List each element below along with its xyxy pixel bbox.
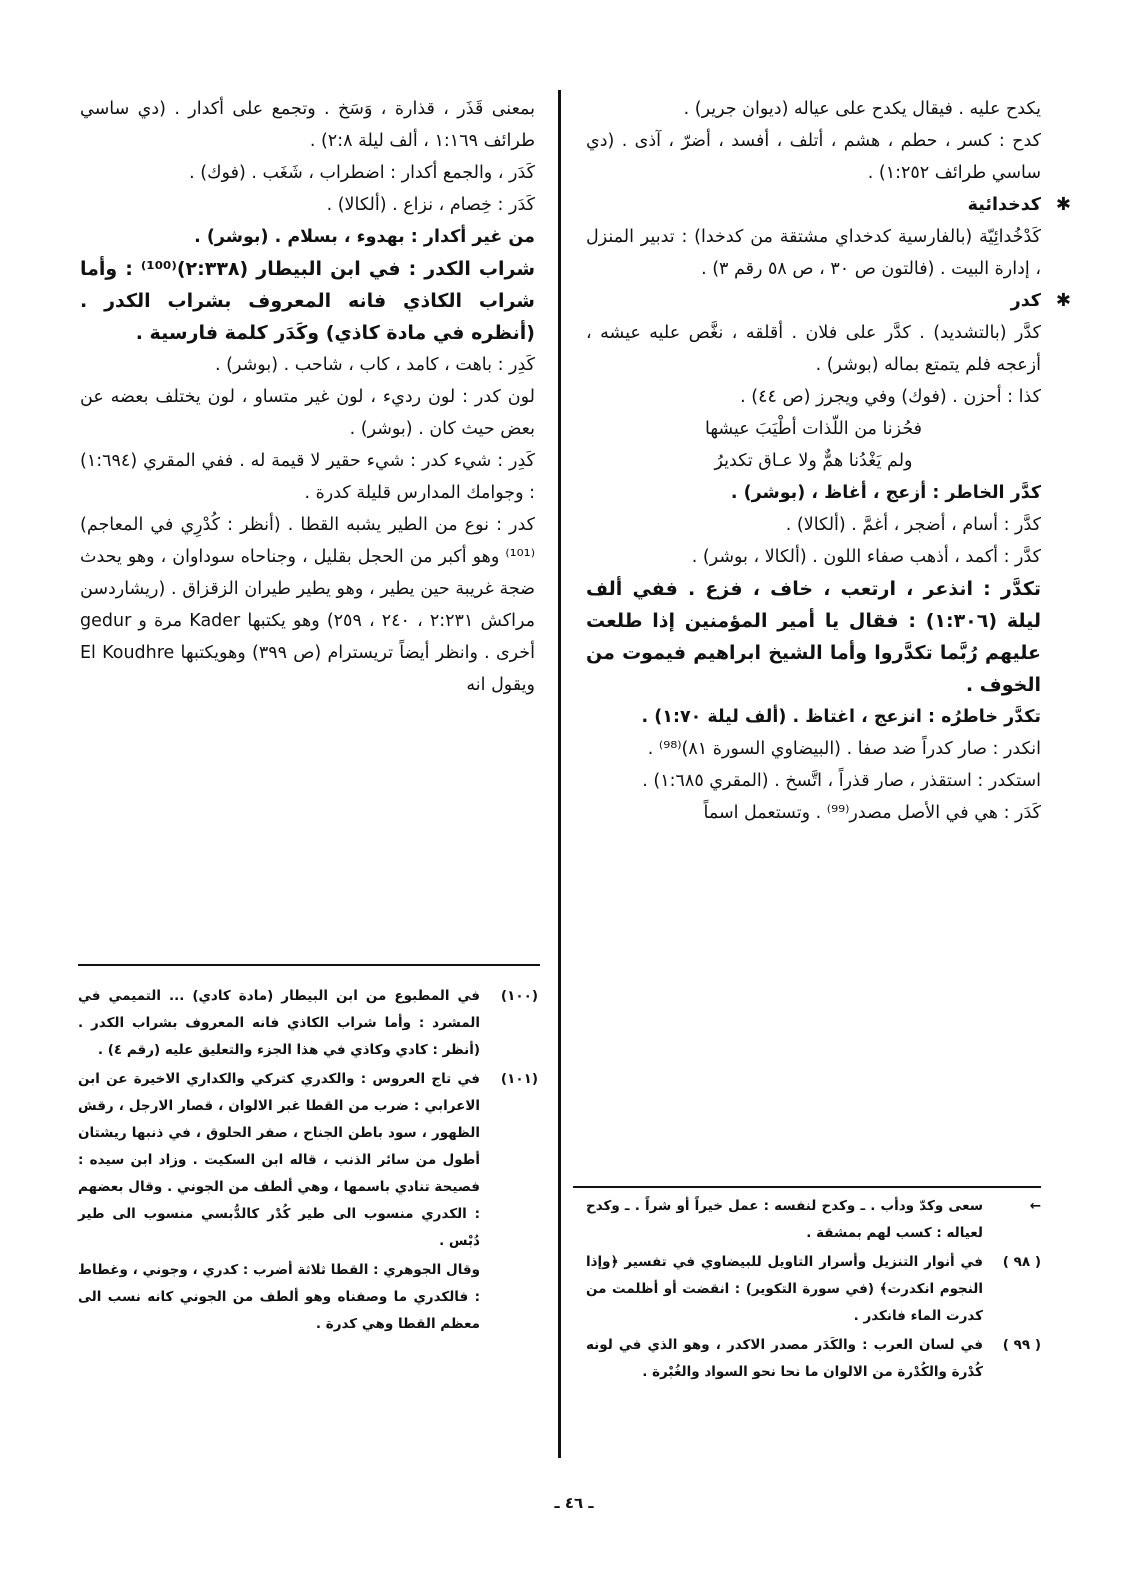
footnote-number: ( ٩٨ ) [1002,1254,1041,1270]
footnote [586,1249,1041,1330]
paragraph: بمعنى قَذَر ، قذارة ، وَسَخ . وتجمع على أكدار . (دي ساسي طرائف ١:١٦٩ ، ألف ليلة ٢:٨) . [80,99,535,151]
footnote-text: في تاج العروس : والكدري كتركي والكداري الاخيرة عن ابن الاعرابي : ضرب من القطا غبر الالوان ، قصار الارجل ، رقش الظهور ، سود باطن الجناح ، صفر الحلوق ، في ذنبها ريشتان أطول من سائر الذنب ، قاله ابن السكيت . وزاد ابن سيده : فصيحة تنادي باسمها ، وهي ألطف من الجوني . وقال بعضهم : الكدري منسوب الى طير كُدْر كالدُّبسي منسوب الى طير دُبْس . [78,1071,480,1249]
entry-heading [586,189,1071,221]
paragraph: كدَّر : أكمد ، أذهب صفاء اللون . (ألكالا ، بوشر) . [691,547,1041,567]
asterisk-icon: ✱ [1055,290,1071,311]
footnote-continuation [586,1193,1041,1247]
paragraph: كَدَر : خِصام ، نزاع . (ألكالا) . [326,195,535,215]
paragraph: لون كدر : لون رديء ، لون غير متساو ، لون يختلف بعضه عن بعض حيث كان . (بوشر) . [80,387,535,439]
footnote-rule [78,964,540,966]
paragraph: كذا : أحزن . (فوك) وفي ويجرز (ص ٤٤) . [740,387,1041,407]
paragraph: تكدَّر : انذعر ، ارتعب ، خاف ، فزع . ففي ألف ليلة (١:٣٠٦) : فقال يا أمير المؤمنين إذا طلعت عليهم رُبَّما تكدَّروا وأما الشيخ ابراهيم فيموت من الخوف . [586,578,1041,696]
footnote-number: (١٠٠) [500,988,538,1004]
asterisk-icon: ✱ [1055,194,1071,215]
paragraph: شراب الكدر : في ابن البيطار (٢:٣٣٨)⁽¹⁰⁰⁾ : وأما شراب الكاذي فانه المعروف بشراب الكدر . (أنظره في مادة كاذي) وكَدَر كلمة فارسية . [80,258,535,344]
paragraph: كَدِر : باهت ، كامد ، كاب ، شاحب . (بوشر) . [215,355,535,375]
paragraph: كَدَر : هي في الأصل مصدر⁽⁹⁹⁾ . وتستعمل اسماً [703,803,1041,823]
column-divider [558,90,561,1458]
footnote-text: وقال الجوهري : القطا ثلاثة أضرب : كدري ، وجوني ، وغطاط : فالكدري ما وصفناه وهو ألطف من الجوني كانه نسب الى معظم القطا وهي كدرة . [78,1262,480,1332]
left-column [80,93,535,701]
paragraph: كَدِر : شيء كدر : شيء حقير لا قيمة له . ففي المقري (١:٦٩٤) : وجوامك المدارس قليلة كدرة . [80,451,535,503]
paragraph: كدَّر الخاطر : أزعج ، أغاظ ، (بوشر) . [730,483,1041,503]
footnote [586,1332,1041,1386]
footnote-rule [573,1186,1041,1188]
paragraph: كدَّر : أسام ، أضجر ، أغمَّ . (ألكالا) . [785,515,1041,535]
verse-line: ولم يَغْدُنا همٌّ ولا عـاق تكديرُ [714,451,913,471]
footnote-number: ( ٩٩ ) [1002,1337,1041,1353]
paragraph: كَدْخُدائِيّة (بالفارسية كدخداي مشتقة من كدخدا) : تدبير المنزل ، إدارة البيت . (فالتون ص ٣٠ ، ص ٥٨ رقم ٣) . [586,227,1041,279]
footnotes-left [78,983,538,1340]
paragraph: كدر : نوع من الطير يشبه القطا . (أنظر : كُدْرِي في المعاجم)⁽¹⁰¹⁾ وهو أكبر من الحجل بقليل ، وجناحاه سوداوان ، وهو يحدث ضجة غريبة حين يطير ، وهو يطير طيران الزقزاق . (ريشاردسن مراكش ٢:٢٣١ ، ٢٤٠ ، ٢٥٩) وهو يكتبها Kader مرة و gedur أخرى . وانظر أيضاً تريسترام (ص ٣٩٩) وهويكتبها El Koudhre ويقول انه [80,515,535,695]
entry-heading [586,285,1071,317]
continuation-arrow-icon: ← [1029,1198,1041,1214]
paragraph: انكدر : صار كدراً ضد صفا . (البيضاوي السورة ٨١)⁽⁹⁸⁾ . [647,739,1041,759]
paragraph: كَدَر ، والجمع أكدار : اضطراب ، شَغَب . (فوك) . [189,163,535,183]
footnote-text: سعى وكدّ ودأب . ـ وكدح لنفسه : عمل خيراً أو شراً . ـ وكدح لعياله : كسب لهم بمشقة . [586,1198,983,1241]
footnote [78,983,538,1064]
footnote-number: (١٠١) [500,1071,538,1087]
footnote-text: في أنوار التنزيل وأسرار التاويل للبيضاوي في تفسير ﴿وإذا النجوم انكدرت﴾ (في سورة التكوير) : انقضت أو أظلمت من كدرت الماء فانكدر . [586,1254,983,1324]
right-column [586,93,1071,829]
paragraph: يكدح عليه . فيقال يكدح على عياله (ديوان جرير) . [683,99,1041,119]
paragraph: تكدَّر خاطرُه : انزعج ، اغتاظ . (ألف ليلة ١:٧٠) . [641,707,1041,727]
footnotes-right [586,1193,1041,1388]
paragraph: كدَّر (بالتشديد) . كدَّر على فلان . أقلقه ، نغَّص عليه عيشه ، أزعجه فلم يتمتع بماله (بوشر) . [586,323,1041,375]
paragraph: كدح : كسر ، حطم ، هشم ، أتلف ، أفسد ، أضرّ ، آذى . (دي ساسي طرائف ١:٢٥٢) . [586,131,1041,183]
footnote-text: في المطبوع من ابن البيطار (مادة كادي) ... التميمي في المشرد : وأما شراب الكاذي فانه المعروف بشراب الكدر . (أنظر : كادي وكاذي في هذا الجزء والتعليق عليه (رقم ٤) . [78,988,480,1058]
page-number: ـ ٤٦ ـ [554,1494,594,1512]
footnote-text: في لسان العرب : والكَدَر مصدر الاكدر ، وهو الذي في لونه كُدْرة والكُدْرة من الالوان ما نحا نحو السواد والغُبْرة . [586,1337,983,1380]
entry-heading-label: كدخدائية [967,195,1041,215]
entry-heading-label: كدر [1010,291,1041,311]
paragraph: من غير أكدار : بهدوء ، بسلام . (بوشر) . [194,227,535,247]
paragraph: استكدر : استقذر ، صار قذراً ، اتَّسخ . (المقري ١:٦٨٥) . [642,771,1041,791]
footnote [78,1257,538,1338]
footnote [78,1066,538,1255]
verse-line: فحُزنا من اللّذات أطْيَبَ عيشها [705,419,922,439]
